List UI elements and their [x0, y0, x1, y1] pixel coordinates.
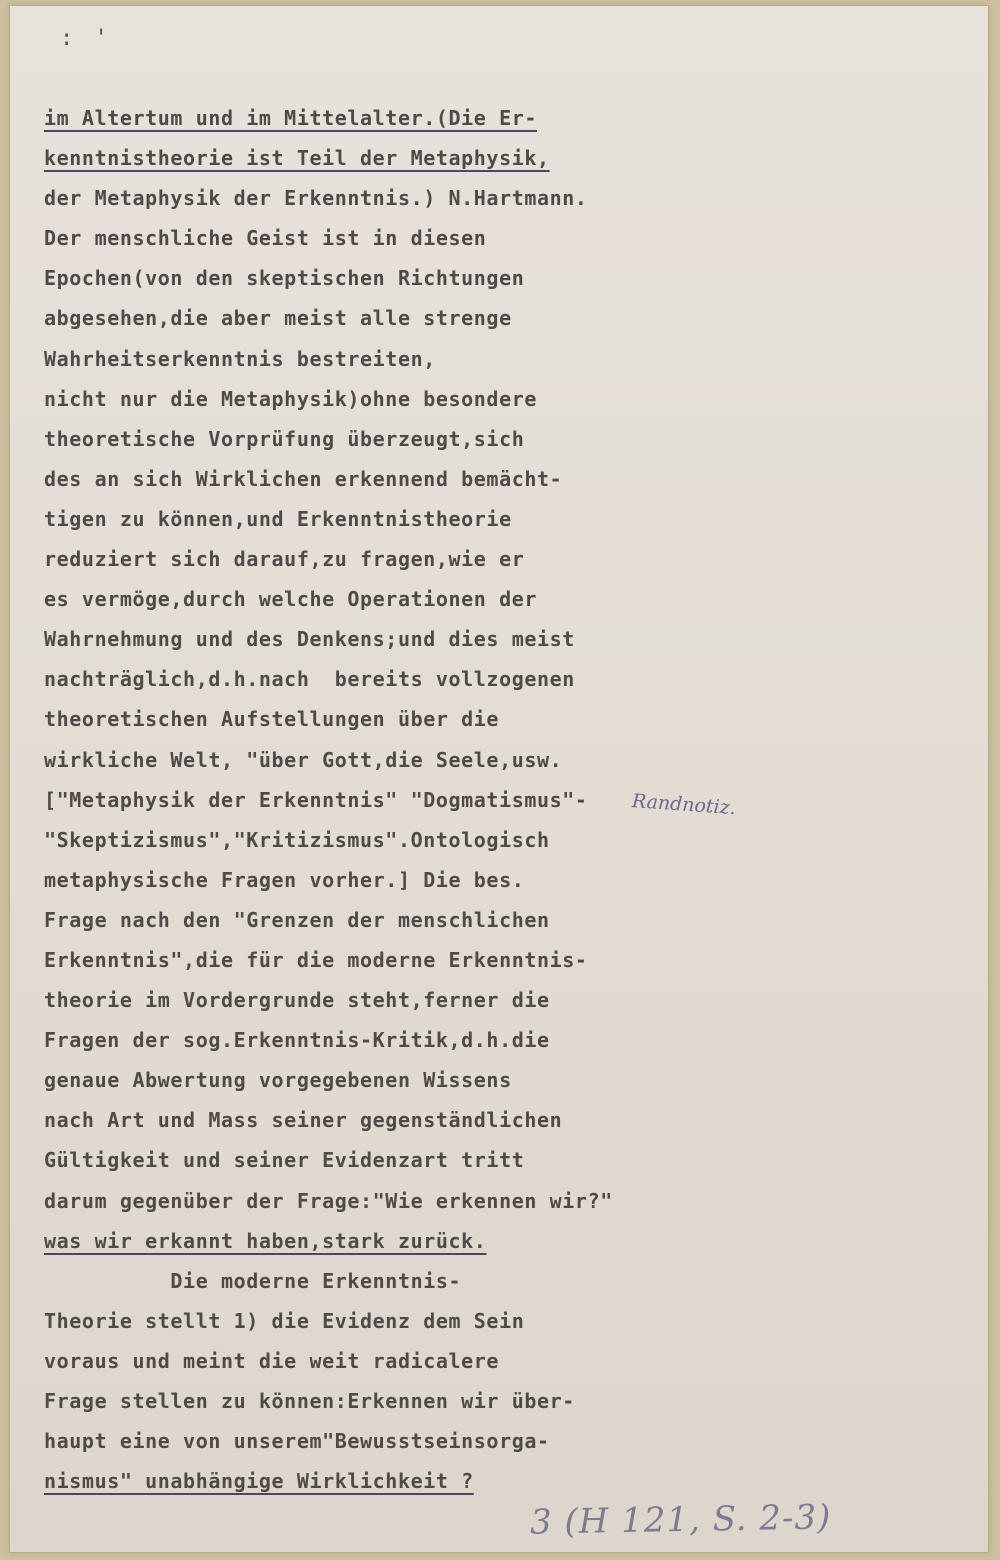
text-line-9: theoretische Vorprüfung überzeugt,sich — [44, 426, 525, 451]
text-line-8: nicht nur die Metaphysik)ohne besondere — [44, 386, 537, 411]
text-line-4: Der menschliche Geist ist in diesen — [44, 226, 487, 251]
text-line-33: Frage stellen zu können:Erkennen wir über- — [44, 1389, 575, 1413]
typescript-text — [44, 98, 613, 1501]
text-line-10: des an sich Wirklichen erkennend bemächt- — [44, 466, 563, 491]
corner-marks: : ' — [60, 26, 112, 51]
text-line-24: Fragen der sog.Erkenntnis-Kritik,d.h.die — [44, 1028, 550, 1053]
text-line-18: ["Metaphysik der Erkenntnis" "Dogmatismus"- — [44, 787, 588, 812]
text-line-16: theoretischen Aufstellungen über die — [44, 707, 500, 732]
text-line-11: tigen zu können,und Erkenntnistheorie — [44, 506, 512, 531]
text-line-3: der Metaphysik der Erkenntnis.) N.Hartmann. — [44, 186, 588, 211]
text-line-32: voraus und meint die weit radicalere — [44, 1348, 500, 1373]
text-line-22: Erkenntnis",die für die moderne Erkenntnis- — [44, 947, 588, 972]
text-line-7: Wahrheitserkenntnis bestreiten, — [44, 346, 436, 371]
manuscript-page — [10, 6, 988, 1552]
text-line-19: "Skeptizismus","Kritizismus".Ontologisch — [44, 827, 550, 852]
text-line-1: im Altertum und im Mittelalter.(Die Er- — [44, 106, 537, 130]
text-line-2: kenntnistheorie ist Teil der Metaphysik, — [44, 146, 550, 171]
margin-note: Randnotiz. — [631, 790, 737, 820]
text-line-13: es vermöge,durch welche Operationen der — [44, 587, 537, 612]
text-line-27: Gültigkeit und seiner Evidenzart tritt — [44, 1148, 525, 1173]
text-line-34: haupt eine von unserem"Bewusstseinsorga- — [44, 1429, 550, 1454]
text-line-30: Die moderne Erkenntnis- — [44, 1268, 462, 1293]
text-line-26: nach Art und Mass seiner gegenständlichen — [44, 1108, 563, 1133]
text-line-17: wirkliche Welt, "über Gott,die Seele,usw. — [44, 747, 563, 772]
text-line-21: Frage nach den "Grenzen der menschlichen — [44, 907, 550, 932]
text-line-6: abgesehen,die aber meist alle strenge — [44, 306, 512, 331]
text-line-12: reduziert sich darauf,zu fragen,wie er — [44, 547, 525, 572]
text-line-15: nachträglich,d.h.nach bereits vollzogenen — [44, 667, 575, 692]
text-line-35: nismus" unabhängige Wirklichkeit ? — [44, 1469, 474, 1494]
text-line-14: Wahrnehmung und des Denkens;und dies meist — [44, 627, 575, 652]
text-line-5: Epochen(von den skeptischen Richtungen — [44, 266, 525, 291]
text-line-28: darum gegenüber der Frage:"Wie erkennen wir?" — [44, 1188, 613, 1213]
text-line-20: metaphysische Fragen vorher.] Die bes. — [44, 867, 525, 892]
text-line-31: Theorie stellt 1) die Evidenz dem Sein — [44, 1308, 525, 1333]
text-line-25: genaue Abwertung vorgegebenen Wissens — [44, 1068, 512, 1093]
text-line-29: was wir erkannt haben,stark zurück. — [44, 1228, 487, 1253]
archive-reference: 3 (H 121, S. 2-3) — [529, 1497, 832, 1543]
text-line-23: theorie im Vordergrunde steht,ferner die — [44, 988, 550, 1013]
